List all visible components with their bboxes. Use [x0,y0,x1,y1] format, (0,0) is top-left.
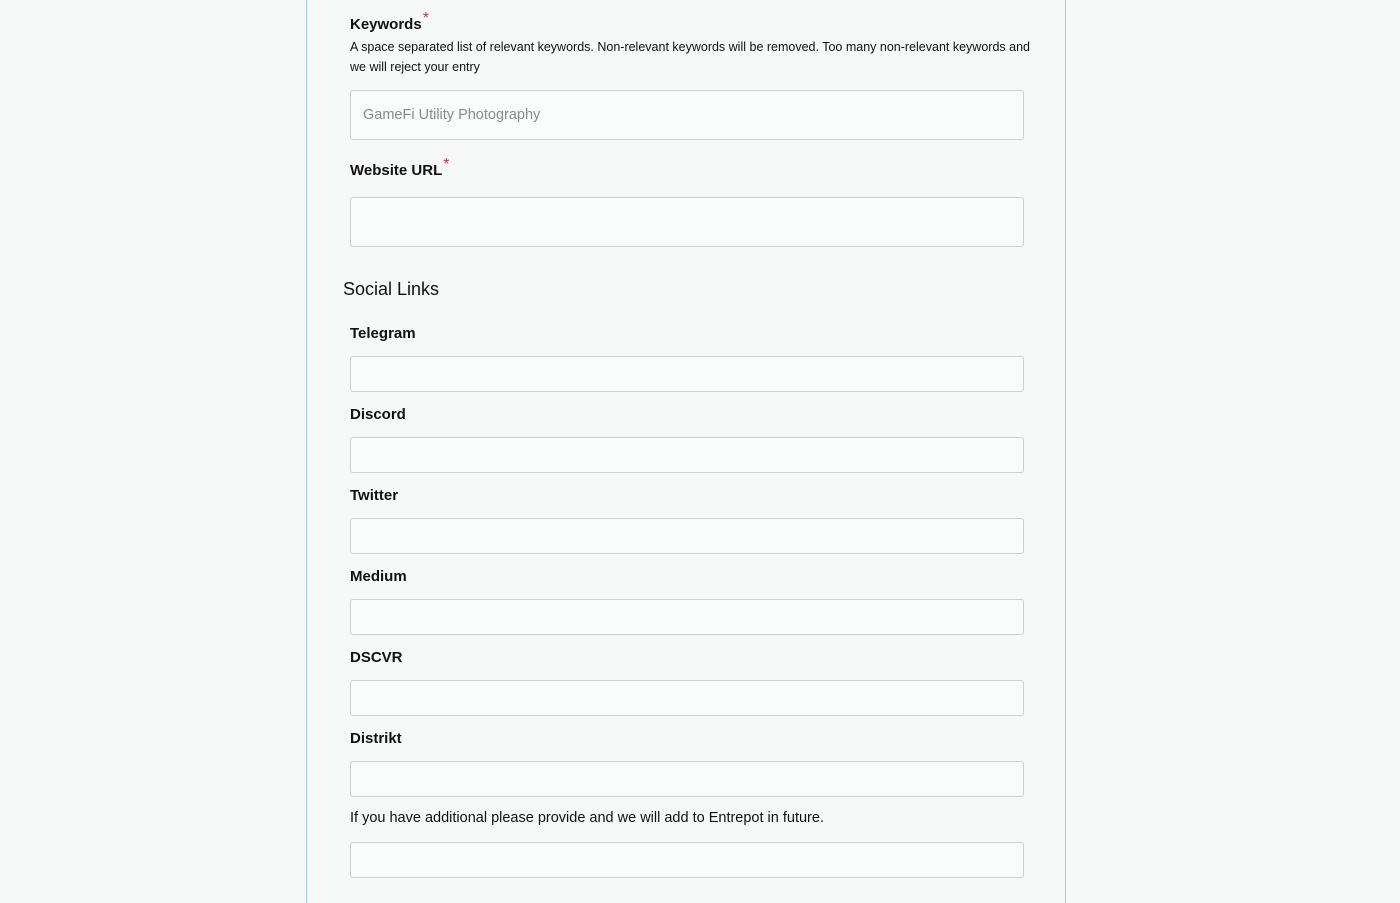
website-url-input[interactable] [350,197,1024,247]
website-url-label [350,156,450,180]
website-url-label-text: Website URL [350,162,443,179]
dscvr-input[interactable] [350,680,1024,716]
telegram-input[interactable] [350,356,1024,392]
discord-input[interactable] [350,437,1024,473]
medium-label: Medium [350,568,407,585]
keywords-label [350,10,429,34]
keywords-help-text: A space separated list of relevant keywords. Non-relevant keywords will be removed. Too many non-relevant keywords and we will reject your entry [350,40,1030,74]
additional-links-note: If you have additional please provide and we will add to Entrepot in future. [350,810,824,826]
twitter-label: Twitter [350,487,399,504]
additional-links-input[interactable] [350,842,1024,878]
distrikt-label: Distrikt [350,730,402,747]
telegram-label: Telegram [350,325,416,342]
medium-input[interactable] [350,599,1024,635]
distrikt-input[interactable] [350,761,1024,797]
website-url-required-mark: * [443,156,450,173]
discord-label: Discord [350,406,406,423]
social-links-heading: Social Links [343,279,440,299]
form-panel [306,0,1066,903]
twitter-input[interactable] [350,518,1024,554]
keywords-input[interactable] [350,90,1024,140]
keywords-label-text: Keywords [350,16,422,33]
keywords-required-mark: * [422,10,429,27]
dscvr-label: DSCVR [350,649,403,666]
